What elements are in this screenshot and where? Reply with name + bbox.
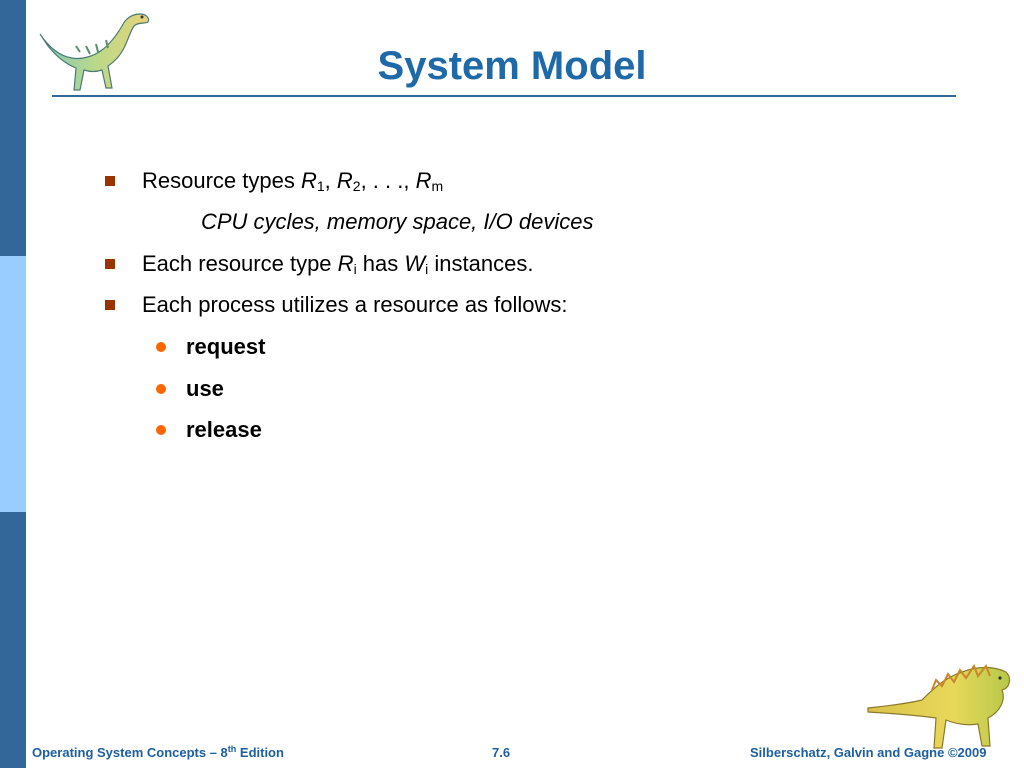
superscript: th [227, 744, 237, 754]
dot-bullet-icon [156, 425, 166, 435]
subscript: i [353, 261, 357, 277]
math-r: R [337, 251, 354, 276]
separator: , . . ., [360, 168, 416, 193]
sub-bullet-use: use [186, 376, 224, 401]
footer-text: Edition [236, 745, 284, 760]
bullet-resource-types [142, 167, 443, 195]
dinosaur-bottom-icon [866, 660, 1016, 755]
footer-text: Operating System Concepts – 8 [32, 745, 228, 760]
math-r: R [336, 168, 353, 193]
slide-number: 7.6 [492, 745, 511, 760]
dot-bullet-icon [156, 342, 166, 352]
bullet-process-utilization: Each process utilizes a resource as follows: [142, 292, 568, 317]
bullet-text: has [356, 251, 405, 276]
square-bullet-icon [105, 176, 115, 186]
bullet-resource-instances [142, 250, 533, 278]
bullet-text: instances. [428, 251, 534, 276]
sub-bullet-release: release [186, 417, 262, 442]
resource-examples: CPU cycles, memory space, I/O devices [201, 209, 594, 234]
sub-bullet-request: request [186, 334, 266, 359]
footer-book-title [32, 744, 284, 762]
subscript: 2 [352, 178, 361, 194]
dot-bullet-icon [156, 384, 166, 394]
square-bullet-icon [105, 300, 115, 310]
slide-title-text: System Model [377, 44, 647, 88]
separator: , [324, 168, 337, 193]
footer-authors: Silberschatz, Galvin and Gagne ©2009 [750, 745, 987, 760]
bullet-text: Resource types [142, 168, 301, 193]
subscript: m [431, 178, 444, 194]
bullet-text: Each resource type [142, 251, 338, 276]
subscript: i [425, 261, 429, 277]
math-r: R [300, 168, 317, 193]
math-w: W [404, 251, 426, 276]
subscript: 1 [316, 178, 325, 194]
math-r: R [415, 168, 432, 193]
square-bullet-icon [105, 259, 115, 269]
